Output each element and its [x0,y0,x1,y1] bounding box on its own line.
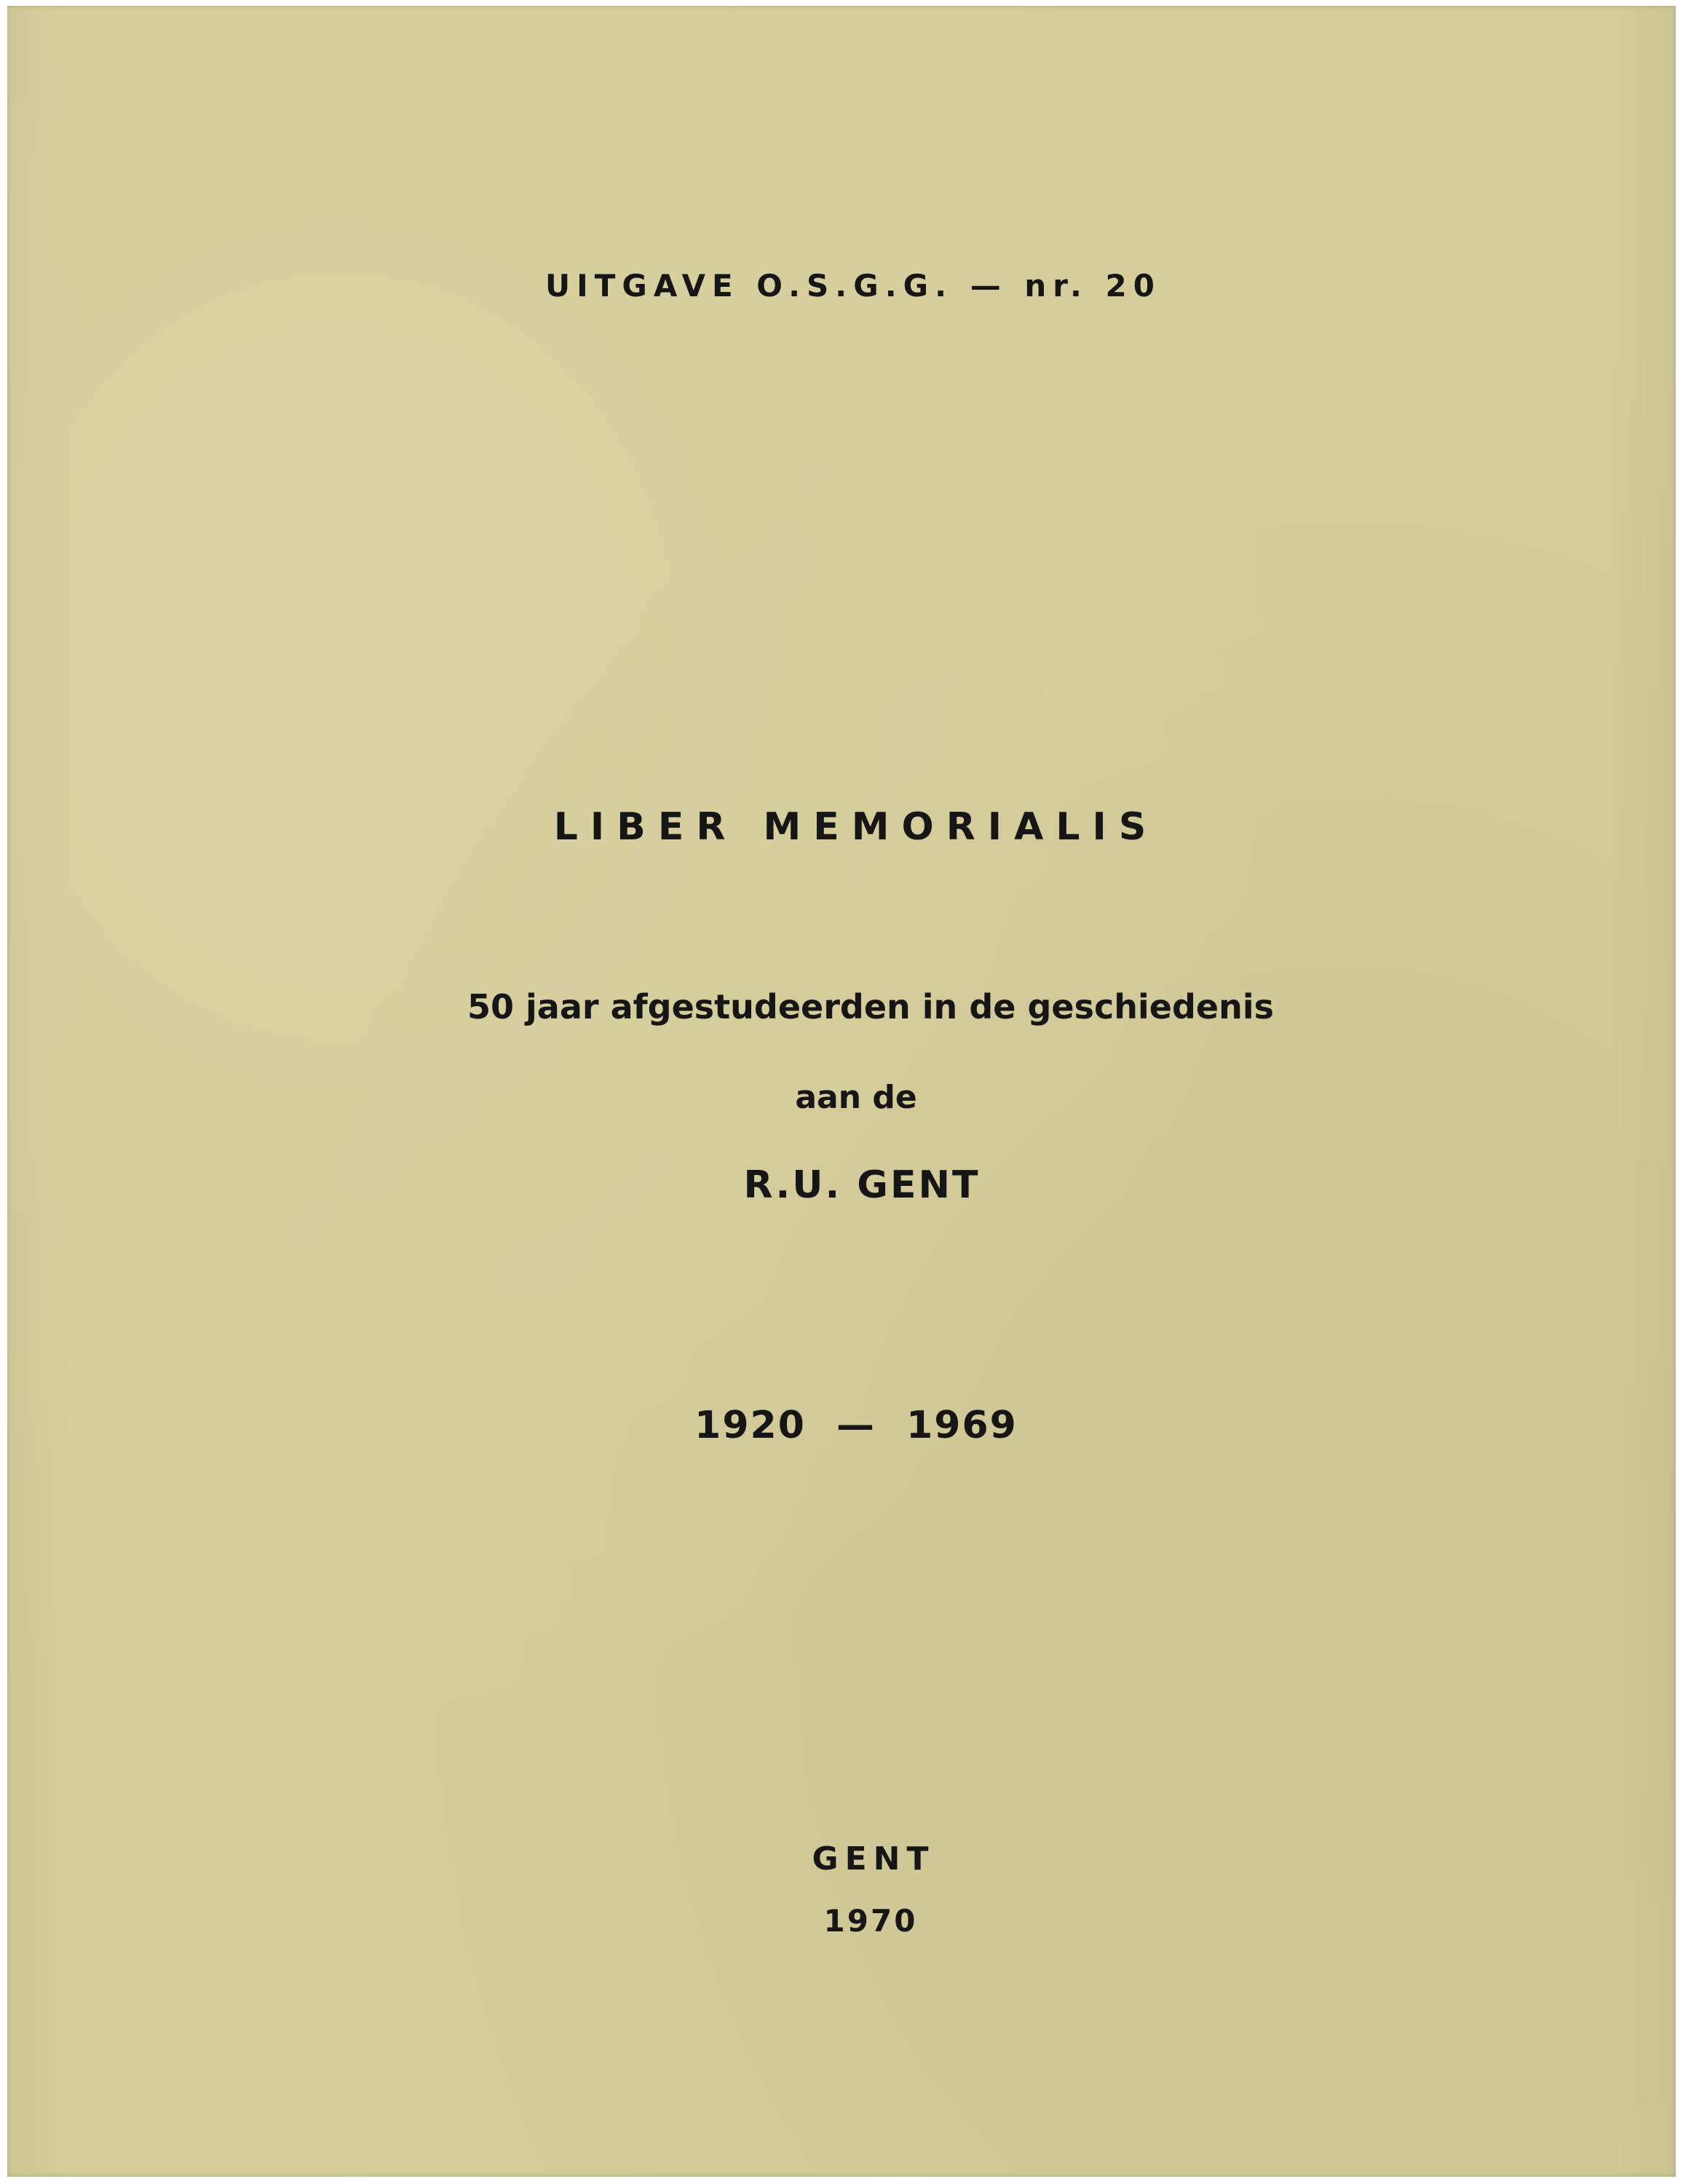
publication-year: 1970 [823,1903,918,1939]
institution-name: R.U. GENT [743,1163,981,1207]
publication-place: GENT [812,1840,935,1878]
series-line: UITGAVE O.S.G.G. — nr. 20 [544,268,1162,304]
year-range: 1920 — 1969 [694,1404,1018,1447]
book-cover [7,6,1676,2177]
cover-subtitle: 50 jaar afgestudeerden in de geschiedenis [467,987,1274,1026]
subtitle-connector: aan de [795,1079,917,1116]
cover-title: LIBER MEMORIALIS [553,805,1159,849]
